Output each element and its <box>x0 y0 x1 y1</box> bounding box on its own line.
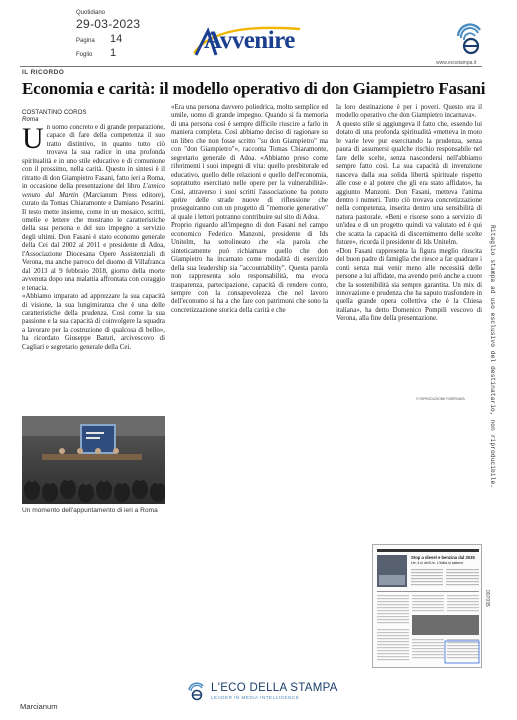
paragraph: «Abbiamo imparato ad apprezzare la sua capacità di visione, la sua lungimiranza che è una delle caratteristiche della prudenza. Così come la sua passione e la sua capacità di coinvolgere la squadra a lavorare per la costruzione di qualcosa di bello», ha ricordato Giuseppe Baturi, arcivescovo di Cagliari e segretario generale della Cei. <box>22 293 165 351</box>
quotidiano-label: Quotidiano <box>76 10 106 16</box>
site-url: www.ecostampa.it <box>436 60 477 66</box>
paragraph: A questo stile si aggiungeva il fatto che, essendo lui dotato di una profonda spiritualità «metteva in moto le varie leve pur esercitando la prudenza, senza paura di assumersi qualche rischio responsabile nel fare delle scelte, senza nascondersi nell'abbiamo sempre fatto così. La sua capacità di invenzione nasceva dalla sua solida libertà spirituale rispetto alle cose e al potere che gli era stato affidato», ha aggiunto Manzoni. Don Fasani, metteva l'anima dentro i numeri. Tutto ciò trovava concretizzazione nella competenza, inserita dentro una sensibilità di natura pastorale. «Beni e risorse sono a servizio di un'idea e di un progetto quindi va valutato ed è qui che scatta la capacità di discernimento delle scelte future», ricorda il presidente di Ids Unitelm. <box>336 120 482 247</box>
footer-brand-name: L'ECO DELLA STAMPA <box>211 682 338 694</box>
section-divider <box>20 66 482 67</box>
reproduction-notice-text: Ritaglio stampa ad uso esclusivo del destinatario, non riproducibile. <box>489 225 496 489</box>
drop-cap: U <box>22 122 44 155</box>
footer-brand-tagline: LEADER IN MEDIA INTELLIGENCE <box>211 695 300 700</box>
footer-client: Marcianum <box>20 702 58 711</box>
copyright-notice: © RIPRODUZIONE RISERVATA <box>416 397 465 401</box>
section-label: IL RICORDO <box>22 69 65 76</box>
paragraph: «Don Fasani rappresenta la figura meglio riuscita del buon padre di famiglia che riesce a far quadrare i conti senza mai venir meno alle necessità delle persone a lui affidate, ma avendo però anche a cuore che la sostenibilità sia sempre garantita. Un mix di innovazione e prudenza che ha saputo trasfondere in quella grande opera collettiva che è la Chiesa italiana», ha detto Domenico Pompili vescovo di Verona, alla fine della presentazione. <box>336 247 482 323</box>
article-headline: Economia e carità: il modello operativo di don Giampietro Fasani <box>22 79 486 98</box>
article-column-1 <box>22 124 165 352</box>
article-column-2 <box>171 104 328 315</box>
page-thumbnail-image <box>373 545 482 668</box>
newspaper-masthead <box>190 23 310 57</box>
foglio-row <box>76 47 140 59</box>
byline-author: COSTANTINO COROS <box>22 109 87 116</box>
lead-text: n uomo concreto e di grande preparazione, capace di fare della competenza il suo tratto distintivo, in quanto tutto ciò trovava la sua radice in una profonda spiritualità e in uno stile educativo e di comunione con il prossimo, nella carità. Questo in sintesi è il ritratto di don Giampietro Fasani, fatto ieri a Roma, in occasione della presentazione del libro <box>22 124 165 191</box>
masthead-title: Avvenire <box>204 27 295 54</box>
eco-stampa-e-icon <box>452 22 486 56</box>
pagina-value: 14 <box>110 33 123 45</box>
page-thumbnail <box>372 544 482 668</box>
reproduction-notice <box>486 225 500 489</box>
paragraph: «Era una persona davvero poliedrica, molto semplice ed umile, uomo di grande impegno. Quando si fa memoria di una persona così è sempre difficile riuscire a farlo in maniera completa. Così abbiamo deciso di ragionare su un libro che non fosse scritto "su don Giampietro" ma con "don Giampietro"», racconta Tomas Chiaramonte, segretario generale di Adoa. «Abbiamo preso come riferimenti i suoi impegni di vita: quello presbiterale ed educativo, quello delle relazioni e quello dell'economia, soprattutto esercitato nelle opere per la vulnerabilità». Così, attraverso i suoi scritti l'associazione ha potuto aprire delle strade nuove di riflessione che proseguiranno con un progetto di "memorie generative" al quale i lettori potranno contribuire sul sito di Adoa. <box>171 104 328 221</box>
book-title: L'amico venuto dal Martin <box>22 183 165 199</box>
event-photo <box>22 416 165 504</box>
clipping-code <box>482 590 492 650</box>
article-column-3 <box>336 104 482 324</box>
byline <box>22 109 87 123</box>
paragraph: Proprio riguardo all'impegno di don Fasani nel campo economico Federico Manzoni, presidente di Ids Unitelm, ha sottolineato che «la parola che sinteticamente può richiamare quello che don Giampietro ha incarnato come modalità di esercizio della sua leadership sia "accountability". Questa parola non rappresenta solo responsabilità, ma evoca trasparenza, partecipazione, capacità di rendere conto, sempre con la consapevolezza che nel lavoro dell'economo si ha a che fare con patrimoni che sono la concretizzazione storica della carità e che <box>171 222 328 314</box>
clipping-date: 29-03-2023 <box>76 17 141 31</box>
clipping-code-text: 007035 <box>484 590 490 607</box>
lead-text-continued: (Marcianum Press editore), curato da Tomas Chiaramonte e Damiano Pesarini. Il testo mette insieme, come in un mosaico, scritti, omelie e lettere che mostrano le caratteristiche della sua persona e del suo impegno a servizio degli ultimi. Don Fasani è stato economo generale della Cei dal 2002 al 2011 e presidente di Adoa, l'Associazione Diocesana Opere Assistenziali di Verona, ma anche parroco del duomo di Villafranca dal 2013 al 9 febbraio 2018, giorno della morte avvenuta dopo una malattia affrontata con coraggio e tenacia. <box>22 191 166 292</box>
foglio-label: Foglio <box>76 52 93 58</box>
pagina-row <box>76 33 140 45</box>
footer-brand <box>186 681 338 701</box>
byline-location: Roma <box>22 116 39 123</box>
footer-brand-text <box>211 682 338 700</box>
thumb-headline-2: Ue, il sì dell'Ue. L'Italia si astiene <box>411 561 464 565</box>
paragraph: la loro destinazione è per i poveri. Questo era il modello operativo che don Giampietro incarnava». <box>336 104 482 120</box>
foglio-value: 1 <box>110 47 117 59</box>
eco-della-stampa-logo-icon <box>186 681 206 701</box>
pagina-label: Pagina <box>76 38 95 44</box>
conference-photo-image <box>22 416 165 504</box>
photo-caption: Un momento dell'appuntamento di ieri a Roma <box>22 507 158 514</box>
paragraph <box>22 124 165 293</box>
clipping-meta <box>76 10 140 59</box>
thumb-headline-1: Stop a diesel e benzina dal 2035 <box>411 555 475 560</box>
